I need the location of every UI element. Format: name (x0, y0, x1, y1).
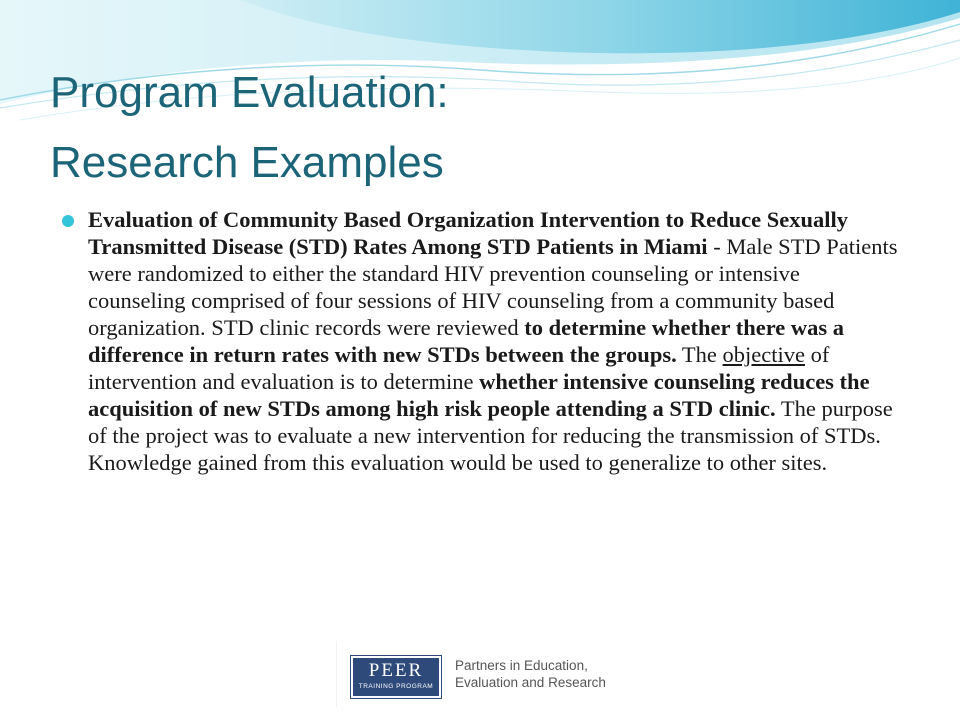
objective-keyword: objective (722, 342, 806, 367)
study-purpose: The purpose of the project was to evaluate a new intervention for reducing the transmission of STDs. Knowledge gained from this evaluation would be used to generalize to other sites. (88, 396, 893, 475)
study-aim: to determine whether there was a difference in return rates with new STDs between the groups. (88, 315, 845, 367)
peer-logo-box (351, 656, 441, 698)
peer-logo-subtitle: TRAINING PROGRAM (358, 683, 434, 690)
slide-title (50, 58, 910, 198)
peer-logo-tagline (455, 657, 625, 691)
text-segment: The (676, 342, 723, 367)
tagline-line-2: Evaluation and Research (455, 675, 606, 690)
study-objective: whether intensive counseling reduces the acquisition of new STDs among high risk people attending a STD clinic. (88, 369, 870, 421)
bullet-text (88, 206, 902, 476)
peer-logo (336, 641, 627, 707)
bullet-dot-icon (62, 215, 74, 227)
peer-logo-word: PEER (368, 660, 424, 681)
study-title: Evaluation of Community Based Organization Intervention to Reduce Sexually Transmitted Disease (STD) Rates Among STD Patients in Miami (88, 207, 849, 259)
slide-title-line-1: Program Evaluation: (50, 68, 449, 117)
text-segment: of intervention and evaluation is to determine (88, 342, 830, 394)
study-description: - Male STD Patients were randomized to either the standard HIV prevention counseling or intensive counseling comprised of four sessions of HIV counseling from a community based organization. STD clinic records were reviewed (88, 234, 898, 340)
bullet-item (62, 206, 902, 476)
tagline-line-1: Partners in Education, (455, 658, 588, 673)
slide-title-line-2: Research Examples (50, 138, 444, 187)
